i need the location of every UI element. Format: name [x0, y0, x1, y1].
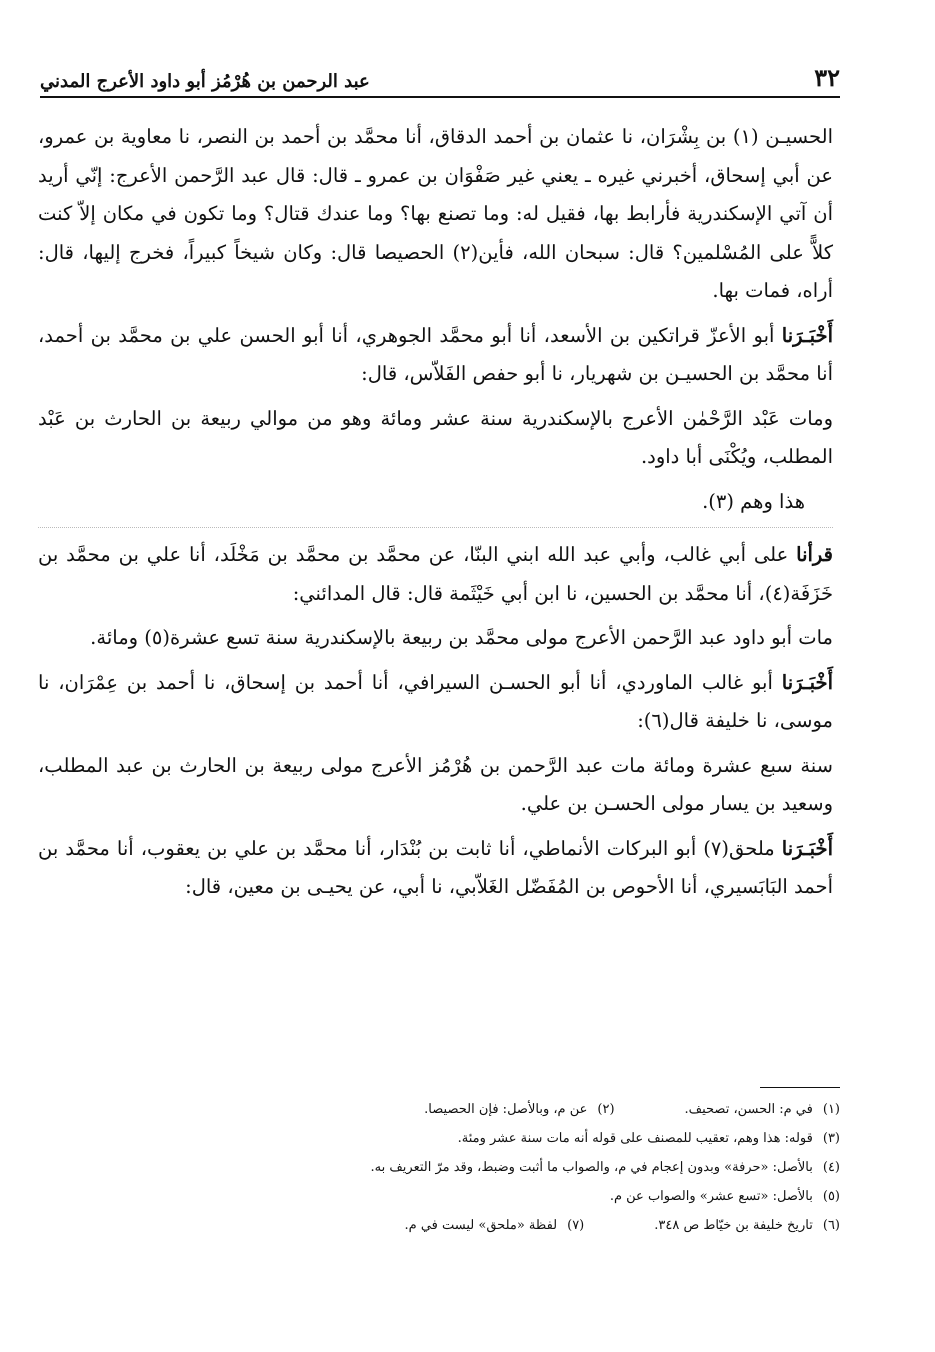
paragraph-5 [38, 527, 833, 613]
paragraph-3 [38, 400, 833, 477]
footnote-line [150, 1182, 840, 1211]
footnote [610, 1182, 840, 1211]
footnote-text: لفظة «ملحق» ليست في م. [404, 1218, 558, 1233]
page-header [40, 52, 840, 98]
footnote [458, 1124, 840, 1153]
paragraph-7 [38, 664, 833, 741]
paragraph-keyword: أَخْبَـرَنا [781, 323, 833, 347]
footnote-number: (٥) [822, 1189, 840, 1204]
paragraph-keyword: قرأنا [796, 543, 833, 566]
footnotes [150, 1095, 840, 1240]
paragraph-keyword: أَخْبَـرَنا [781, 670, 833, 694]
footnote [654, 1211, 840, 1240]
footnote-text: بالأصل: «حرفة» وبدون إعجام في م، والصواب ما أثبت وضبط، وقد مرّ التعريف به. [370, 1160, 813, 1175]
paragraph-1 [38, 118, 833, 311]
paragraph-text: على أبي غالب، وأبي عبد الله ابني البنّا، عن محمَّد بن محمَّد بن مَخْلَد، أنا علي بن محمَّد بن خَزَفَة(٤)، أنا محمَّد بن الحسين، نا ابن أبي خَيْثَمة قال: قال المدائني: [38, 543, 833, 605]
footnote-line [150, 1095, 840, 1124]
running-title: عبد الرحمن بن هُرْمُز أبو داود الأعرج المدني [40, 71, 370, 92]
paragraph-text: ملحق(٧) أبو البركات الأنماطي، أنا ثابت بن بُنْدَار، أنا محمَّد بن علي بن يعقوب، أنا محمَّد بن أحمد البَابَسيري، أنا الأحوص بن المُفَضّل الغَلاّبي، نا أبي، عن يحيـى بن معين، قال: [38, 836, 833, 898]
footnote-number: (١) [822, 1102, 840, 1117]
footnote-text: تاريخ خليفة بن خيّاط ص ٣٤٨. [654, 1218, 813, 1233]
paragraph-text: سنة سبع عشرة ومائة مات عبد الرَّحمن بن هُرْمُز الأعرج مولى ربيعة بن الحارث بن عبد المطلب، وسعيد بن يسار مولى الحسـن بن علي. [38, 753, 833, 815]
paragraph-4 [38, 483, 833, 522]
footnote [370, 1153, 840, 1182]
footnote [685, 1095, 840, 1124]
footnote-text: بالأصل: «تسع عشر» والصواب عن م. [609, 1189, 813, 1204]
footnote [405, 1211, 585, 1240]
footnote-line [150, 1211, 840, 1240]
footnote-number: (٣) [822, 1131, 840, 1146]
paragraph-text: الحسيـن (١) بن بِشْرَان، نا عثمان بن أحمد الدقاق، أنا محمَّد بن أحمد بن النصر، نا معاوية بن عمرو، عن أبي إسحاق، أخبرني غيره ـ يعني غير صَفْوَان بن عمرو ـ قال: قال عبد الرَّحمن الأعرج: إنّي أريد أن آتي الإسكندرية فأرابط بها، فقيل له: وما تصنع بها؟ وما عندك قتال؟ وما تكون في مكان إلاّ كنت كلاًّ على المُسْلمين؟ قال: سبحان الله، فأين(٢) الحصيصا قال: وكان شيخاً كبيراً، فخرج إليها، قال: أراه، فمات بها. [38, 125, 834, 302]
paragraph-text: ومات عَبْد الرَّحْمٰن الأعرج بالإسكندرية سنة عشر ومائة وهو من موالي ربيعة بن الحارث بن عَبْد المطلب، ويُكْنَى أبا داود. [38, 406, 833, 468]
footnote-divider [760, 1087, 840, 1088]
paragraph-6 [38, 619, 833, 658]
paragraph-text: أبو غالب الماوردي، أنا أبو الحسـن السيرافي، أنا أحمد بن إسحاق، نا أحمد بن عِمْرَان، نا موسى، نا خليفة قال(٦): [38, 670, 833, 732]
footnote-number: (٧) [567, 1218, 585, 1233]
page-number: ٣٢ [814, 63, 840, 92]
paragraph-9 [38, 830, 833, 907]
footnote-line [150, 1124, 840, 1153]
footnote-number: (٦) [822, 1218, 840, 1233]
paragraph-text: هذا وهم (٣). [702, 489, 805, 513]
body-text [38, 118, 833, 913]
footnote-text: قوله: هذا وهم، تعقيب للمصنف على قوله أنه مات سنة عشر ومئة. [457, 1131, 813, 1146]
paragraph-text: أبو الأعزّ قراتكين بن الأسعد، أنا أبو محمَّد الجوهري، أنا أبو الحسن علي بن محمَّد بن أحمد، أنا محمَّد بن الحسيـن بن شهريار، نا أبو حفص الفَلاّس، قال: [38, 323, 833, 385]
footnote-text: عن م، وبالأصل: فإن الحصيصا. [424, 1102, 588, 1117]
footnote [424, 1095, 614, 1124]
paragraph-keyword: أَخْبَـرَنا [781, 836, 833, 860]
footnote-text: في م: الحسن، تصحيف. [684, 1102, 813, 1117]
paragraph-8 [38, 747, 833, 824]
paragraph-2 [38, 317, 833, 394]
footnote-number: (٢) [597, 1102, 615, 1117]
paragraph-text: مات أبو داود عبد الرَّحمن الأعرج مولى محمَّد بن ربيعة بالإسكندرية سنة تسع عشرة(٥) ومائة. [90, 626, 833, 649]
footnote-number: (٤) [822, 1160, 840, 1175]
footnote-line [150, 1153, 840, 1182]
